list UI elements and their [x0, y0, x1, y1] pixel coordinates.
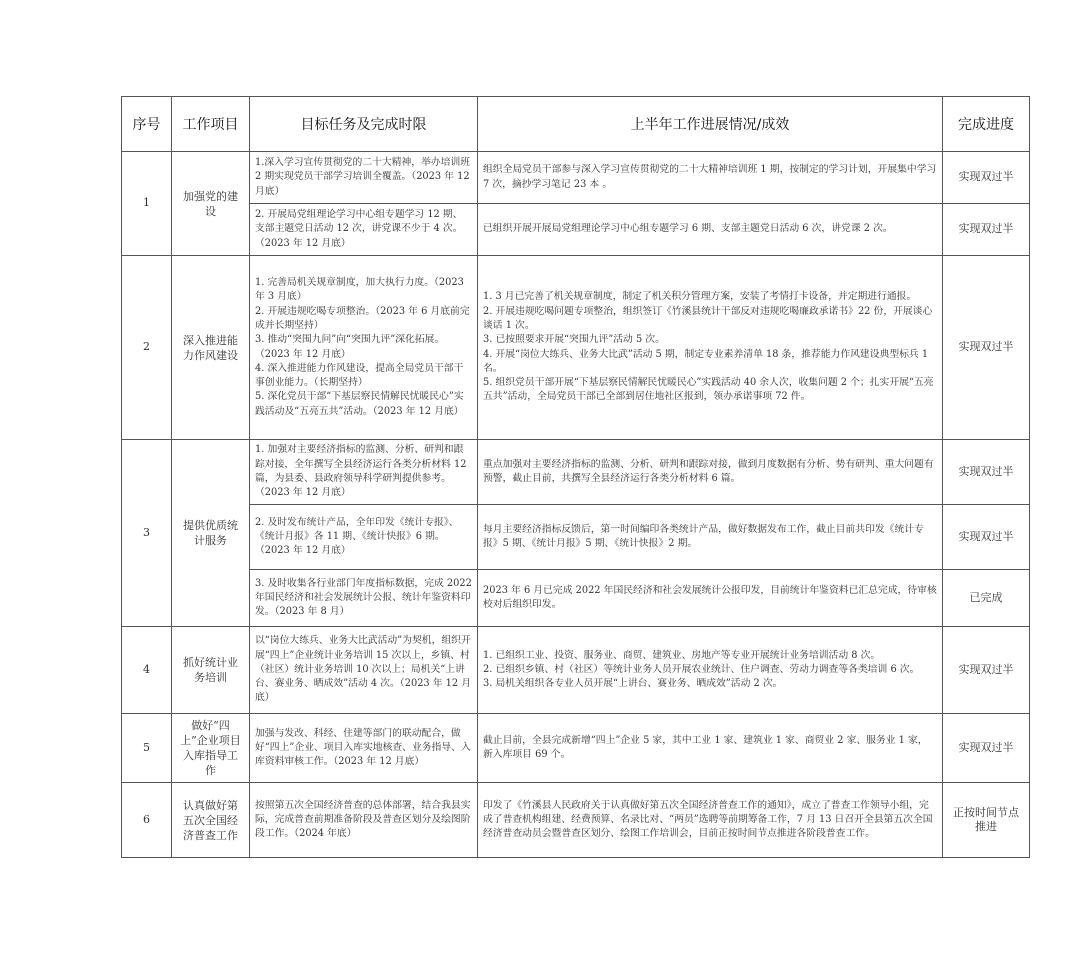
- table-row: [122, 570, 1030, 627]
- target-cell: [250, 570, 478, 627]
- target-cell: [250, 152, 478, 204]
- table-row: [122, 783, 1030, 858]
- table-row: [122, 204, 1030, 256]
- target-line: 2. 开展局党组理论学习中心组专题学习 12 期、支部主题党日活动 12 次，讲党课不少于 4 次。（2023 年 12 月底）: [255, 209, 463, 249]
- progress-line: 已组织开展开展局党组理论学习中心组专题学习 6 期、支部主题党日活动 6 次，讲党课 2 次。: [483, 223, 893, 235]
- progress-line: 5. 组织党员干部开展“下基层察民情解民忧暖民心”实践活动 40 余人次，收集问题 2 个；扎实开展“五亮五共”活动，全局党员干部已全部到居住地社区报到，领办承诺事项 72 件。: [483, 377, 934, 403]
- target-line: 4. 深入推进能力作风建设，提高全局党员干部干事创业能力。（长期坚持）: [255, 362, 464, 389]
- progress-line: 印发了《竹溪县人民政府关于认真做好第五次全国经济普查工作的通知》，成立了普查工作领导小组，完成了普查机构组建、经费预算、名录比对、“两员”选聘等前期筹备工作，7 月 13 日召开全县第五次全国经济普查动员会暨普查区划分、绘图工作培训会，目前正按时间节点推进各阶段普查工作。: [483, 799, 933, 840]
- progress-line: 2. 已组织乡镇、村（社区）等统计业务人员开展农业统计、住户调查、劳动力调查等各类培训 6 次。: [483, 663, 920, 675]
- target-cell: [250, 256, 478, 440]
- work-item-cell: 加强党的建设: [172, 152, 250, 256]
- target-line: 1. 加强对主要经济指标的监测、分析、研判和跟踪对接，全年撰写全县经济运行各类分析材料 12 篇，为县委、县政府领导科学研判提供参考。（2023 年 12 月底）: [255, 444, 467, 499]
- progress-cell: [478, 440, 943, 505]
- target-cell: [250, 505, 478, 570]
- serial-cell: 6: [122, 783, 172, 858]
- progress-line: 组织全局党员干部参与深入学习宣传贯彻党的二十大精神培训班 1 期，按制定的学习计划，开展集中学习 7 次，摘抄学习笔记 23 本 。: [483, 164, 937, 190]
- status-cell: 实现双过半: [943, 152, 1030, 204]
- progress-line: 3. 已按照要求开展“突围九评”活动 5 次。: [483, 334, 665, 346]
- table-row: [122, 256, 1030, 440]
- status-cell: 实现双过半: [943, 505, 1030, 570]
- serial-cell: 4: [122, 627, 172, 714]
- progress-line: 1. 3 月已完善了机关规章制度，制定了机关积分管理方案，安装了考情打卡设备，并定期进行通报。: [483, 291, 917, 303]
- header-work-item: 工作项目: [172, 97, 250, 152]
- progress-cell: [478, 256, 943, 440]
- serial-cell: 5: [122, 714, 172, 783]
- status-cell: 已完成: [943, 570, 1030, 627]
- progress-line: 2. 开展违规吃喝问题专项整治，组织签订《竹溪县统计干部反对违规吃喝廉政承诺书》22 份，开展谈心谈话 1 次。: [483, 305, 933, 331]
- target-line: 2. 及时发布统计产品，全年印发《统计专报》、《统计月报》各 11 期、《统计快报》6 期。（2023 年 12 月底）: [255, 516, 459, 557]
- progress-line: 3. 局机关组织各专业人员开展“上讲台、赛业务、晒成效”活动 2 次。: [483, 678, 783, 690]
- status-cell: 实现双过半: [943, 627, 1030, 714]
- target-line: 2. 开展违规吃喝专项整治。（2023 年 6 月底前完成并长期坚持）: [255, 305, 470, 331]
- target-line: 5. 深化党员干部“下基层察民情解民忧暖民心”实践活动及“五亮五共”活动。（2023 年 12 月底）: [255, 391, 464, 417]
- table-row: [122, 714, 1030, 783]
- header-completion: 完成进度: [943, 97, 1030, 152]
- table-header-row: [122, 97, 1030, 152]
- progress-cell: [478, 714, 943, 783]
- table-row: [122, 152, 1030, 204]
- status-cell: 实现双过半: [943, 204, 1030, 256]
- work-item-cell: 做好“四上”企业项目入库指导工作: [172, 714, 250, 783]
- target-line: 3. 推动“突围九问”向“突围九评”深化拓展。（2023 年 12 月底）: [255, 334, 445, 360]
- target-line: 3. 及时收集各行业部门年度指标数据，完成 2022 年国民经济和社会发展统计公报、统计年鉴资料印发。（2023 年 8 月）: [255, 577, 472, 618]
- target-line: 加强与发改、科经、住建等部门的联动配合，做好“四上”企业、项目入库实地核查、业务指导、入库资料审核工作。（2023 年 12 月底）: [255, 727, 471, 768]
- progress-cell: [478, 627, 943, 714]
- target-line: 1.深入学习宣传贯彻党的二十大精神，举办培训班 2 期实现党员干部学习培训全覆盖。（2023 年 12 月底）: [255, 157, 471, 197]
- target-line: 以“岗位大练兵、业务大比武活动”为契机，组织开展“四上”企业统计业务培训 15 次以上，乡镇、村（社区）统计业务培训 10 次以上；局机关“上讲台、赛业务、晒成效”活动 4 次。（2023 年 12 月底）: [255, 635, 472, 704]
- status-cell: 实现双过半: [943, 256, 1030, 440]
- work-progress-table: [121, 96, 1030, 858]
- table-row: [122, 505, 1030, 570]
- progress-line: 截止目前，全县完成新增“四上”企业 5 家，其中工业 1 家、建筑业 1 家、商贸业 2 家、服务业 1 家，新入库项目 69 个。: [483, 734, 928, 760]
- work-item-cell: 提供优质统计服务: [172, 440, 250, 627]
- target-cell: [250, 714, 478, 783]
- progress-line: 每月主要经济指标反馈后，第一时间编印各类统计产品，做好数据发布工作，截止目前共印发《统计专报》5 期、《统计月报》5 期、《统计快报》2 期。: [483, 523, 924, 549]
- progress-cell: [478, 570, 943, 627]
- work-item-cell: 认真做好第五次全国经济普查工作: [172, 783, 250, 858]
- table-row: [122, 627, 1030, 714]
- progress-line: 重点加强对主要经济指标的监测、分析、研判和跟踪对接，做到月度数据有分析、势有研判、重大问题有预警，截止目前，共撰写全县经济运行各类分析材料 6 篇。: [483, 458, 934, 484]
- header-serial: 序号: [122, 97, 172, 152]
- status-cell: 正按时间节点推进: [943, 783, 1030, 858]
- progress-cell: [478, 152, 943, 204]
- progress-line: 4. 开展“岗位大练兵、业务大比武”活动 5 期，制定专业素养清单 18 条，推荐能力作风建设典型标兵 1 名。: [483, 348, 929, 374]
- table-row: [122, 440, 1030, 505]
- status-cell: 实现双过半: [943, 440, 1030, 505]
- progress-cell: [478, 204, 943, 256]
- progress-cell: [478, 505, 943, 570]
- work-item-cell: 深入推进能力作风建设: [172, 256, 250, 440]
- target-cell: [250, 783, 478, 858]
- header-target-task: 目标任务及完成时限: [250, 97, 478, 152]
- progress-line: 1. 已组织工业、投资、服务业、商贸、建筑业、房地产等专业开展统计业务培训活动 8 次。: [483, 649, 881, 661]
- target-cell: [250, 204, 478, 256]
- header-progress: 上半年工作进展情况/成效: [478, 97, 943, 152]
- progress-cell: [478, 783, 943, 858]
- status-cell: 实现双过半: [943, 714, 1030, 783]
- target-cell: [250, 627, 478, 714]
- work-item-cell: 抓好统计业务培训: [172, 627, 250, 714]
- progress-line: 2023 年 6 月已完成 2022 年国民经济和社会发展统计公报印发，目前统计年鉴资料已汇总完成，待审核校对后组织印发。: [483, 584, 937, 610]
- serial-cell: 2: [122, 256, 172, 440]
- target-cell: [250, 440, 478, 505]
- serial-cell: 3: [122, 440, 172, 627]
- serial-cell: 1: [122, 152, 172, 256]
- target-line: 1. 完善局机关规章制度，加大执行力度。（2023 年 3 月底）: [255, 277, 464, 303]
- target-line: 按照第五次全国经济普查的总体部署，结合我县实际，完成普查前期准备阶段及普查区划分及绘图阶段工作。（2024 年底）: [255, 799, 471, 840]
